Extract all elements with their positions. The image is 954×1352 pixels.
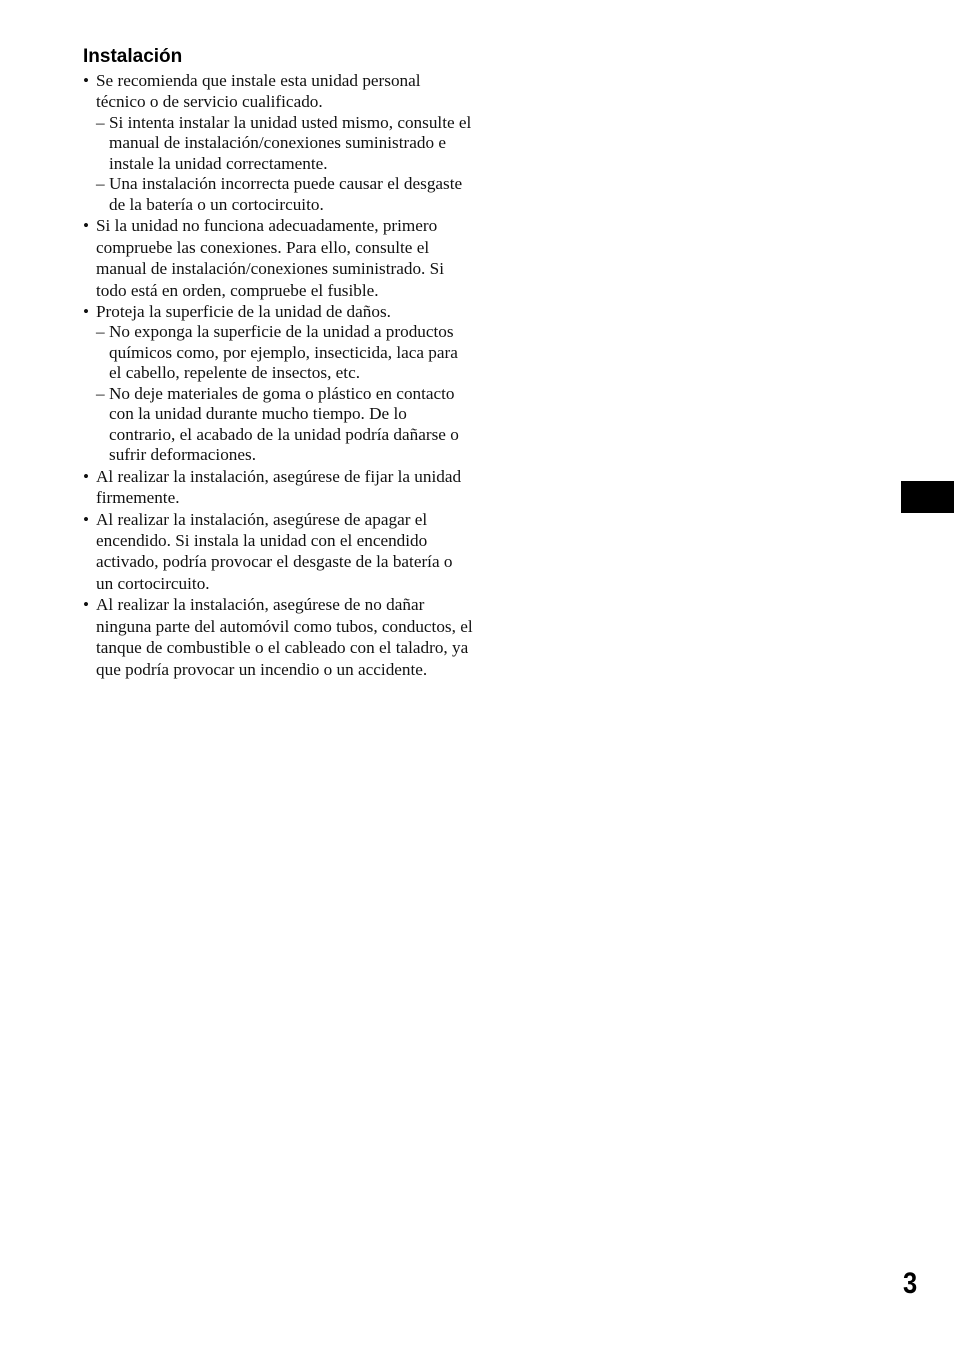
- bullet-text: Se recomienda que instale esta unidad personal técnico o de servicio cualificado.: [96, 71, 421, 112]
- dash-mark: –: [96, 322, 105, 342]
- dash-item: [96, 113, 473, 175]
- dash-item: [96, 322, 473, 384]
- installation-section: [83, 44, 473, 680]
- bullet-item: [83, 70, 473, 215]
- dash-item-text: No deje materiales de goma o plástico en contacto con la unidad durante mucho tiempo. De lo contrario, el acabado de la unidad podría dañarse o sufrir deformaciones.: [109, 383, 459, 465]
- dash-item-text: Si intenta instalar la unidad usted mismo, consulte el manual de instalación/conexiones suministrado e instale la unidad correctamente.: [109, 112, 472, 173]
- dash-item-text: Una instalación incorrecta puede causar el desgaste de la batería o un cortocircuito.: [109, 174, 463, 214]
- bullet-item: [83, 301, 473, 466]
- bullet-list: [83, 70, 473, 680]
- bullet-mark: •: [83, 71, 90, 90]
- bullet-text: Al realizar la instalación, asegúrese de fijar la unidad firmemente.: [96, 466, 462, 508]
- bullet-item: [83, 215, 473, 301]
- dash-mark: –: [96, 383, 105, 403]
- dash-mark: –: [96, 174, 105, 194]
- dash-item: [96, 384, 473, 466]
- dash-mark: –: [96, 112, 105, 132]
- bullet-text: Si la unidad no funciona adecuadamente, primero compruebe las conexiones. Para ello, consulte el manual de instalación/conexiones suministrado. Si todo está en orden, compruebe el fusible.: [96, 216, 444, 300]
- bullet-mark: •: [83, 301, 90, 321]
- bullet-mark: •: [83, 216, 90, 236]
- bullet-text: Al realizar la instalación, asegúrese de apagar el encendido. Si instala la unidad con el encendido activado, podría provocar el desgaste de la batería o un cortocircuito.: [96, 509, 453, 593]
- dash-item-text: No exponga la superficie de la unidad a productos químicos como, por ejemplo, insecticida, laca para el cabello, repelente de insectos, etc.: [109, 322, 458, 383]
- bullet-item: [83, 509, 473, 595]
- bullet-text: Al realizar la instalación, asegúrese de no dañar ninguna parte del automóvil como tubos, conductos, el tanque de combustible o el cableado con el taladro, ya que podría provocar un incendio o un accidente.: [96, 595, 473, 679]
- dash-sublist: [96, 322, 473, 466]
- section-heading: Instalación: [83, 46, 183, 67]
- section-tab-marker: [901, 481, 954, 513]
- bullet-mark: •: [83, 466, 90, 486]
- bullet-text: Proteja la superficie de la unidad de daños.: [96, 301, 391, 321]
- dash-item: [96, 174, 473, 215]
- bullet-item: [83, 594, 473, 680]
- bullet-item: [83, 466, 473, 509]
- bullet-mark: •: [83, 509, 90, 529]
- page-number: 3: [903, 1267, 918, 1300]
- dash-sublist: [96, 113, 473, 216]
- bullet-mark: •: [83, 595, 90, 615]
